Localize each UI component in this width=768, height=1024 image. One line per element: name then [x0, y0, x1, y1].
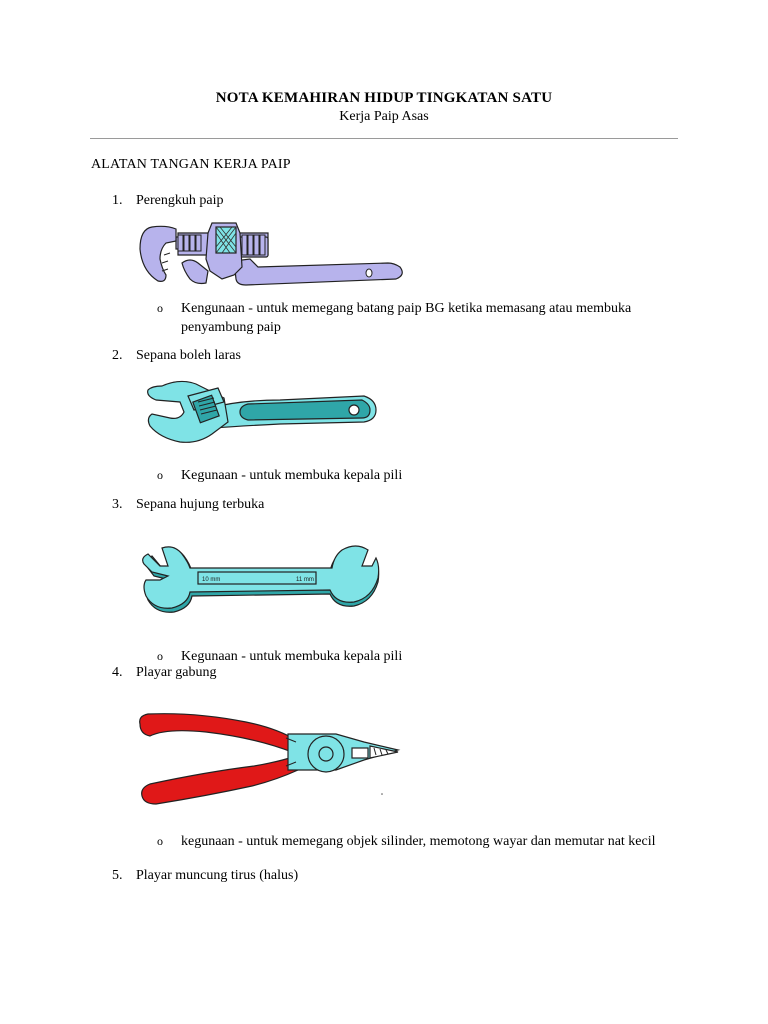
pipe-wrench-icon	[138, 219, 408, 291]
item-name: Sepana hujung terbuka	[136, 497, 265, 512]
item-number: 2.	[112, 348, 123, 363]
usage-bullet-1	[157, 299, 677, 337]
item-name: Playar muncung tirus (halus)	[136, 868, 299, 883]
section-title: ALATAN TANGAN KERJA PAIP	[91, 157, 291, 172]
item-name: Playar gabung	[136, 665, 217, 680]
item-number: 5.	[112, 868, 123, 883]
bullet-marker: o	[157, 649, 163, 663]
usage-text: Kegunaan - untuk membuka kepala pili	[181, 468, 403, 483]
list-item-4	[112, 665, 216, 681]
item-number: 1.	[112, 193, 123, 208]
combination-pliers-icon	[136, 708, 406, 808]
adjustable-wrench-icon	[140, 378, 380, 446]
list-item-3	[112, 497, 264, 513]
bullet-marker: o	[157, 468, 163, 482]
usage-bullet-3	[157, 647, 677, 666]
page-subtitle: Kerja Paip Asas	[339, 109, 429, 124]
usage-text: Kengunaan - untuk memegang batang paip BG ketika memasang atau membuka penyambung paip	[181, 301, 632, 335]
usage-bullet-2	[157, 466, 677, 485]
wrench-marking-right: 11 mm	[296, 577, 314, 583]
header-divider	[90, 138, 678, 139]
item-name: Perengkuh paip	[136, 193, 224, 208]
usage-text: Kegunaan - untuk membuka kepala pili	[181, 649, 403, 664]
open-end-wrench-icon	[140, 540, 380, 616]
bullet-marker: o	[157, 301, 163, 315]
item-number: 4.	[112, 665, 123, 680]
usage-bullet-4	[157, 832, 677, 851]
list-item-1	[112, 193, 223, 209]
wrench-marking-left: 10 mm	[202, 577, 221, 583]
usage-text: kegunaan - untuk memegang objek silinder, memotong wayar dan memutar nat kecil	[181, 834, 656, 849]
item-name: Sepana boleh laras	[136, 348, 241, 363]
list-item-5	[112, 868, 298, 884]
page-title: NOTA KEMAHIRAN HIDUP TINGKATAN SATU	[215, 90, 553, 106]
list-item-2	[112, 348, 241, 364]
item-number: 3.	[112, 497, 123, 512]
bullet-marker: o	[157, 834, 163, 848]
